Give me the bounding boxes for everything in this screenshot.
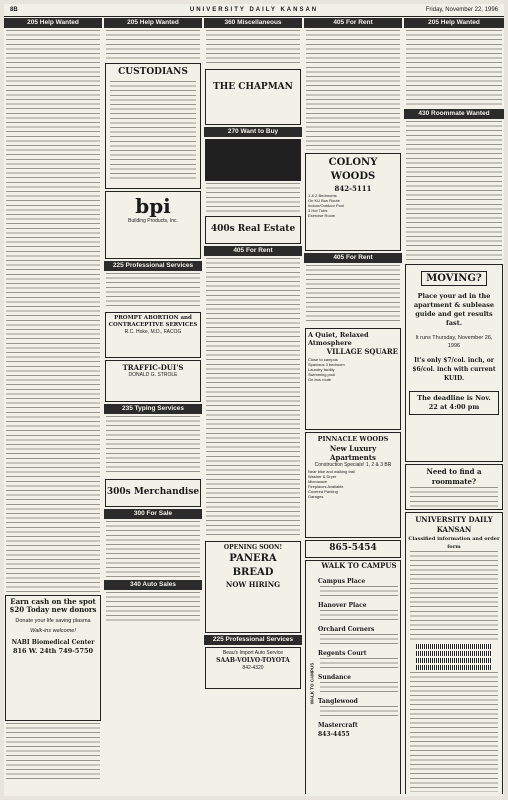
walk-heading: WALK TO CAMPUS (321, 561, 397, 570)
form-line (416, 658, 492, 663)
custodians-ad (105, 63, 201, 189)
section-for-rent: 405 For Rent (204, 246, 302, 256)
chapman-heading: THE CHAPMAN (213, 82, 293, 92)
nabi-phone: 816 W. 24th 749-5750 (12, 647, 94, 655)
issue-date: Friday, November 22, 1996 (425, 7, 498, 13)
pinnacle-feature: Washer & Dryer (308, 474, 337, 479)
campus-place: Campus Place (318, 578, 366, 585)
paper-title: UNIVERSITY DAILY KANSAN (189, 7, 319, 13)
classified-text-block (406, 121, 502, 261)
prompt-ad (105, 312, 201, 358)
walk-to-campus-ad (305, 560, 401, 794)
prompt-heading: PROMPT ABORTION and CONTRACEPTIVE SERVICES (108, 315, 198, 328)
ad-text (320, 658, 398, 670)
section-help-wanted: 205 Help Wanted (404, 18, 504, 28)
real-estate-banner (205, 216, 301, 244)
colony-phone: 842-5111 (334, 184, 372, 193)
colony-feature: On KU Bus Route (308, 198, 340, 203)
form-heading: Classified information and order form (408, 536, 500, 550)
colony-feature: 1 & 2 Bedrooms (308, 193, 337, 198)
pinnacle-feature: Microwave (308, 479, 328, 484)
traffic-lawyer: DONALD G. STROLE (128, 372, 178, 378)
pinnacle-feature: Garages (308, 494, 324, 499)
moving-body: Place your ad in the apartment & sublease guide and get results fast. (413, 292, 495, 327)
village-feature: Laundry facility (308, 367, 335, 372)
newspaper-page (4, 4, 504, 796)
bpi-logo: bpi (135, 194, 171, 218)
roommate-heading: Need to find a roommate? (426, 467, 482, 486)
classified-text-block (306, 265, 400, 325)
traffic-ad (105, 360, 201, 402)
phone-865: 865-5454 (329, 543, 377, 553)
section-help-wanted: 205 Help Wanted (104, 18, 202, 28)
now-hiring: NOW HIRING (225, 580, 281, 589)
column-1 (4, 18, 102, 794)
pinnacle-specials: Construction Specials! 1, 2 & 3 BR (314, 462, 392, 468)
merchandise-label: 300s Merchandise (106, 487, 200, 497)
nabi-earn-cash: Earn cash on the spot $20 Today new donors (9, 597, 97, 614)
section-auto-sales: 340 Auto Sales (104, 580, 202, 590)
section-professional-services: 225 Professional Services (104, 261, 202, 271)
classified-text-block (206, 258, 300, 538)
hanover-place: Hanover Place (318, 602, 367, 609)
classified-text-block (406, 30, 502, 106)
merchandise-banner (105, 479, 201, 507)
regents-court: Regents Court (318, 650, 367, 657)
pinnacle-heading: PINNACLE WOODS (317, 435, 389, 443)
form-instructions (410, 551, 498, 641)
pinnacle-feature: Near bike and walking trail (308, 469, 355, 474)
colony-feature: Exercise Room (308, 213, 336, 218)
section-help-wanted: 205 Help Wanted (4, 18, 102, 28)
section-for-rent: 405 For Rent (304, 18, 402, 28)
form-line (416, 644, 492, 649)
village-feature: Swimming pool (308, 372, 336, 377)
village-tagline: A Quiet, Relaxed Atmosphere (308, 331, 369, 347)
section-typing-services: 235 Typing Services (104, 404, 202, 414)
beau-name: Beau's Import Auto Service (222, 650, 284, 656)
column-5 (404, 18, 504, 794)
bread-ad (205, 541, 301, 633)
page-number: 8B (10, 7, 18, 13)
pinnacle-feature: Fireplaces Available (308, 484, 344, 489)
pinnacle-woods-ad (305, 432, 401, 538)
section-want-to-buy: 270 Want to Buy (204, 127, 302, 137)
phone-865-ad (305, 540, 401, 558)
real-estate-label: 400s Real Estate (210, 224, 296, 234)
nabi-walkin: Walk-ins welcome! (30, 628, 76, 634)
bpi-subtitle: Building Products, Inc. (128, 218, 178, 224)
classified-text-block (306, 30, 400, 150)
village-square-ad (305, 328, 401, 430)
ad-text (320, 682, 398, 694)
classified-text-block (106, 416, 200, 476)
nabi-name: NABI Biomedical Center (11, 639, 95, 646)
classified-text-block (106, 30, 200, 60)
form-line (416, 651, 492, 656)
village-feature: Close to campus (308, 357, 338, 362)
classified-text-block (6, 723, 100, 783)
colony-feature: 3 Hot Tubs (308, 208, 328, 213)
ad-text (320, 610, 398, 622)
section-for-rent: 405 For Rent (304, 253, 402, 263)
prompt-doctor: R.C. Hoke, M.D., FACOG (124, 329, 182, 335)
vertical-text: WALK TO CAMPUS (309, 662, 315, 705)
pinnacle-feature: Covered Parking (308, 489, 338, 494)
traffic-heading: TRAFFIC-DUI'S (122, 363, 184, 372)
bread-logo: PANERA BREAD (229, 553, 277, 578)
classified-text-block (106, 592, 200, 622)
dark-ad (205, 139, 301, 181)
section-for-sale: 300 For Sale (104, 509, 202, 519)
opening-soon: OPENING SOON! (223, 544, 283, 551)
moving-runs: It runs Thursday, November 26, 1996 (415, 335, 493, 349)
ad-text (320, 706, 398, 718)
column-2 (104, 18, 202, 794)
tanglewood: Tanglewood (318, 698, 358, 705)
mastercraft: Mastercraft (318, 722, 358, 729)
form-rate-table (410, 672, 498, 792)
classified-order-form (405, 512, 503, 794)
colony-heading: COLONY WOODS (328, 157, 378, 182)
mastercraft-phone: 843-4455 (318, 731, 350, 738)
beau-phone: 842-4320 (242, 665, 264, 671)
nabi-donate: Donate your life saving plasma (15, 618, 91, 624)
classified-text-block (206, 30, 300, 66)
bpi-ad (105, 191, 201, 259)
classified-text-block (6, 30, 100, 592)
section-professional-services-2: 225 Professional Services (204, 635, 302, 645)
classified-text-block (206, 183, 300, 213)
colony-woods-ad (305, 153, 401, 251)
page-header (4, 4, 504, 17)
orchard-corners: Orchard Corners (318, 626, 375, 633)
saab-text: SAAB-VOLVO-TOYOTA (216, 657, 290, 664)
colony-feature: Indoor/Outdoor Pool (308, 203, 345, 208)
section-miscellaneous: 360 Miscellaneous (204, 18, 302, 28)
moving-price: It's only $7/col. inch, or $6/col. inch with current KUID. (412, 357, 496, 382)
nabi-ad (5, 595, 101, 721)
custodians-heading: CUSTODIANS (118, 67, 188, 77)
village-feature: Spacious 3 bedroom (308, 362, 345, 367)
vertical-strip (307, 561, 316, 794)
custodians-text (110, 81, 196, 181)
moving-deadline: The deadline is Nov. 22 at 4:00 pm (409, 391, 499, 415)
sundance: Sundance (318, 674, 351, 681)
section-roommate-wanted: 430 Roommate Wanted (404, 109, 504, 119)
moving-ad (405, 264, 503, 462)
form-masthead: UNIVERSITY DAILY KANSAN (415, 515, 493, 534)
column-4 (304, 18, 402, 794)
classified-text-block (106, 273, 200, 309)
village-feature: On bus route (308, 377, 332, 382)
column-3 (204, 18, 302, 794)
village-logo: VILLAGE SQUARE (326, 347, 398, 356)
classified-text-block (106, 521, 200, 577)
roommate-ad (405, 464, 503, 510)
ad-text (410, 487, 498, 509)
pinnacle-subtitle: New Luxury Apartments (329, 444, 377, 462)
beau-ad (205, 647, 301, 689)
chapman-ad (205, 69, 301, 125)
ad-text (320, 634, 398, 646)
ad-text (320, 586, 398, 598)
form-line (416, 665, 492, 670)
moving-heading: MOVING? (421, 271, 487, 286)
